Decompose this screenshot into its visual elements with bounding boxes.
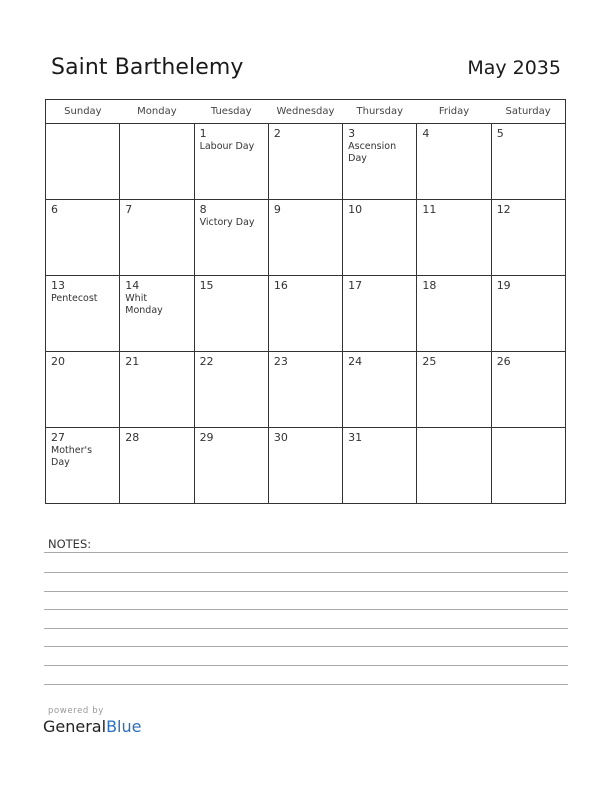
day-number: 17	[348, 279, 363, 292]
weekday-monday: Monday	[120, 100, 194, 124]
day-cell	[120, 352, 194, 428]
day-number: 14	[125, 279, 140, 292]
day-cell	[343, 200, 417, 276]
day-cell	[417, 200, 491, 276]
weekday-saturday: Saturday	[491, 100, 565, 124]
day-number: 23	[273, 355, 288, 368]
day-number: 13	[51, 279, 65, 292]
day-cell	[194, 276, 268, 352]
day-cell	[46, 428, 120, 504]
day-cell	[417, 276, 491, 352]
day-number: 31	[348, 431, 363, 444]
day-number: 9	[273, 203, 281, 216]
holiday-label: Mother's Day	[51, 445, 93, 468]
day-number: 5	[496, 127, 504, 140]
day-cell	[194, 428, 268, 504]
day-number: 30	[273, 431, 288, 444]
day-number: 2	[273, 127, 281, 140]
day-cell	[268, 352, 342, 428]
day-number: 11	[422, 203, 437, 216]
country-title: Saint Barthelemy	[51, 55, 244, 80]
day-number: 1	[199, 127, 207, 140]
day-cell	[120, 124, 194, 200]
calendar-grid	[45, 99, 566, 504]
day-number: 20	[51, 355, 65, 368]
day-number: 7	[125, 203, 133, 216]
day-number: 15	[199, 279, 214, 292]
day-number: 18	[422, 279, 437, 292]
day-cell	[194, 200, 268, 276]
note-line	[44, 572, 568, 573]
note-line	[44, 628, 568, 629]
note-line	[44, 609, 568, 610]
brand-blue-text: Blue	[106, 717, 142, 736]
day-cell	[120, 200, 194, 276]
week-row	[46, 276, 566, 352]
weekday-thursday: Thursday	[343, 100, 417, 124]
day-number: 28	[125, 431, 140, 444]
day-cell	[46, 276, 120, 352]
day-number: 27	[51, 431, 65, 444]
day-cell	[343, 428, 417, 504]
day-number: 22	[199, 355, 214, 368]
weekday-header-row	[46, 100, 566, 124]
week-row	[46, 428, 566, 504]
day-number: 24	[348, 355, 363, 368]
day-cell	[120, 276, 194, 352]
weekday-sunday: Sunday	[46, 100, 120, 124]
note-line	[44, 591, 568, 592]
day-number: 10	[348, 203, 363, 216]
day-cell	[343, 276, 417, 352]
note-line	[44, 665, 568, 666]
day-cell	[417, 352, 491, 428]
note-line	[44, 684, 568, 685]
day-number: 3	[348, 127, 356, 140]
day-cell	[417, 428, 491, 504]
holiday-label: Pentecost	[51, 293, 98, 304]
notes-label: NOTES:	[48, 537, 92, 551]
day-cell	[120, 428, 194, 504]
day-number: 8	[199, 203, 207, 216]
day-cell	[46, 352, 120, 428]
note-line	[44, 552, 568, 553]
day-number: 4	[422, 127, 430, 140]
day-number: 21	[125, 355, 140, 368]
day-number: 12	[496, 203, 511, 216]
week-row	[46, 124, 566, 200]
day-cell	[46, 200, 120, 276]
holiday-label: Victory Day	[199, 217, 255, 228]
day-number: 19	[496, 279, 511, 292]
day-number: 16	[273, 279, 288, 292]
generalblue-logo	[43, 717, 141, 736]
week-row	[46, 352, 566, 428]
holiday-label: Ascension Day	[348, 141, 397, 164]
day-cell	[194, 124, 268, 200]
day-number: 25	[422, 355, 437, 368]
day-cell	[268, 428, 342, 504]
day-cell	[491, 276, 565, 352]
day-cell	[491, 200, 565, 276]
day-cell	[491, 352, 565, 428]
brand-general-text: General	[43, 717, 107, 736]
day-cell	[268, 124, 342, 200]
holiday-label: Labour Day	[199, 141, 255, 152]
day-cell	[491, 124, 565, 200]
day-cell	[343, 124, 417, 200]
day-cell	[491, 428, 565, 504]
note-line	[44, 646, 568, 647]
day-cell	[46, 124, 120, 200]
week-row	[46, 200, 566, 276]
day-number: 29	[199, 431, 214, 444]
day-cell	[417, 124, 491, 200]
weekday-wednesday: Wednesday	[268, 100, 342, 124]
day-cell	[268, 276, 342, 352]
day-cell	[268, 200, 342, 276]
day-number: 26	[496, 355, 511, 368]
day-cell	[343, 352, 417, 428]
weekday-tuesday: Tuesday	[194, 100, 268, 124]
day-cell	[194, 352, 268, 428]
holiday-label: Whit Monday	[125, 293, 163, 316]
day-number: 6	[51, 203, 58, 216]
powered-by-text: powered by	[48, 706, 104, 716]
month-year-title: May 2035	[467, 57, 561, 79]
weekday-friday: Friday	[417, 100, 491, 124]
